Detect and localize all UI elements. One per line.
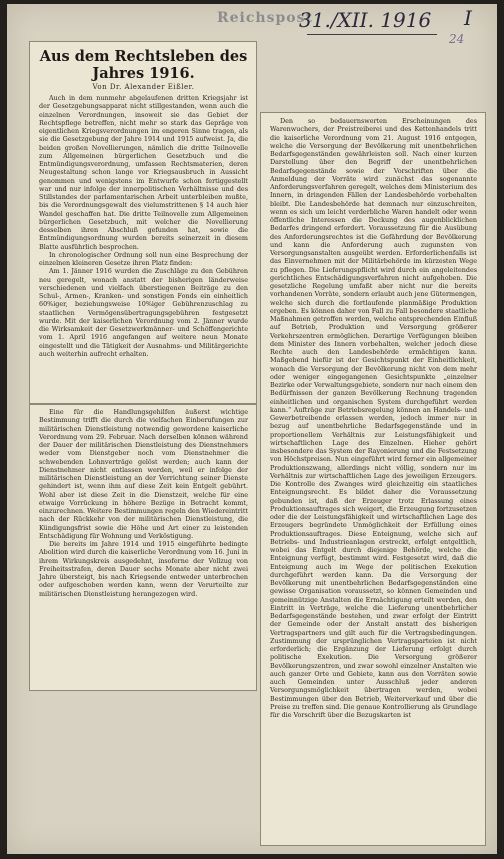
clipping-column-1-top (29, 41, 257, 404)
paragraph: Eine für die Handlungsgehilfen äußerst wichtige Bestimmung trifft die durch die vielfachen Einberufungen zur militärischen Dienstleistung notwendig gewordene kaiserliche Verordnung vom 29. Februar. Nach derselben können während der Dauer der militärischen Dienstleistung des Dienstnehmers weder vom Dienstgeber noch vom Dienstnehmer die schwebenden Lohnverträge gelöst werden; auch kann der Dienstnehmer nicht entlassen werden, weil er infolge der militärischen Dienstleistung an der Verrichtung seiner Dienste gehindert ist, wenn ihm auf diese Zeit kein Entgelt gebührt. Wohl aber ist diese Zeit in die Dienstzeit, welche für eine etwaige Vorrückung in höhere Bezüge in Betracht kommt, einzurechnen. Weitere Bestimmungen regeln den Wiedereintritt nach der Rückkehr von der militärischen Dienstleistung, die Kündigungsfrist sowie die Höhe und Art einer zu leistenden Entschädigung für Wohnung und Verköstigung. (39, 408, 248, 540)
article-body-col2 (270, 117, 477, 719)
archive-sheet (7, 4, 497, 854)
article-title-line-1: Aus dem Rechtsleben des (39, 48, 248, 65)
handwritten-underline (307, 34, 437, 35)
handwritten-date: 31./XII. 1916 (299, 8, 432, 32)
newspaper-masthead: Reichspost (217, 10, 313, 26)
paragraph: Die bereits im Jahre 1914 und 1915 eingeführte bedingte Abolition wird durch die kaiserliche Verordnung vom 16. Juni in ihrem Wirkungskreis ausgedehnt, insoferne der Vollzug von Freiheitsstrafen, deren Dauer sechs Monate aber nicht zwei Jahre übersteigt, bis nach Kriegsende entweder unterbrochen oder aufgeschoben werden kann, wenn der Verurteilte zur militärischen Dienstleistung herangezogen wird. (39, 540, 248, 598)
article-body-col1 (39, 94, 248, 358)
paragraph: Am 1. Jänner 1916 wurden die Zuschläge zu den Gebühren neu geregelt, wonach anstatt der bisherigen länderweise verschiedenen und vielfach überstiegenen Beiträge zu den Schul-, Armen-, Kranken- und sonstigen Fonds ein einheitlich 60%iger, beziehungsweise 10%iger Gebührenzuschlag zu staatlichen Vermögensübertragungsgebühren festgesetzt wurde. Mit der kaiserlichen Verordnung vom 2. Jänner wurde die Wirksamkeit der Gesetzwerkmänner- und Schöffengerichte vom 1. April 1916 angefangen auf weitere neun Monate eingestellt und die Tätigkeit der Ausnahms- und Militärgerichte auch weiterhin aufrecht erhalten. (39, 267, 248, 358)
article-title-line-2: Jahres 1916. (92, 65, 195, 82)
handwritten-roman-numeral: I (464, 6, 472, 30)
clipping-column-1-bottom (29, 404, 257, 691)
paragraph: Auch in dem nunmehr abgelaufenen dritten Kriegsjahr ist der Gesetzgebungsapparat nicht stillgestanden, wenn auch die einzelnen Verordnungen, insoweit sie das Gebiet der Rechtspflege betreffen, nicht mehr so stark das Gepräge von eigentlichen Kriegsverordnungen im engeren Sinne tragen, als sie die Gesetzgebung der Jahre 1914 und 1915 aufweist. Ja, die beiden großen Novellierungen, nämlich die dritte Teilnovelle zum Allgemeinen bürgerlichen Gesetzbuch und die Entmündigungsverordnung, umfassen Rechtsmaterien, deren Neugestaltung schon lange vor Kriegsausbruch in Aussicht genommen und wenigstens im Entwurfe schon fertiggestellt war und nur infolge der innerpolitischen Verhältnisse und des Stillstandes der parlamentarischen Arbeit unterbleiben mußte, bis die Verordnungsgewalt des vielumstrittenen § 14 auch hier Wandel geschaffen hat. Die dritte Teilnovelle zum Allgemeinen bürgerlichen Gesetzbuch, mit welcher die Novellierung desselben ihren Abschluß gefunden hat, sowie die Entmündigungsordnung wurden bereits seinerzeit in diesem Blatte ausführlich besprochen. (39, 94, 248, 251)
article-title (39, 48, 248, 82)
paragraph: Den so bedauernswerten Erscheinungen des Warenwuchers, der Preistreiberei und des Kettenhandels tritt die kaiserliche Verordnung vom 21. August 1916 entgegen, welche die Versorgung der Bevölkerung mit unentbehrlichen Bedarfsgegenständen gewährleisten soll. Nach einer kurzen Darstellung über den Begriff der unentbehrlichen Bedarfsgegenstände sowie der Vorschriften über die Anmeldung der Vorräte wird zunächst das sogenannte Anforderungsverfahren geregelt, welches dem Ministerium des Innern, in dringenden Fällen der Landesbehörde vorbehalten bleibt. Die Landesbehörde hat demnach nur einzuschreiten, wenn es sich um leicht verderbliche Waren handelt oder wenn öffentliche Interessen die Deckung des augenblicklichen Bedarfes dringend erfordert. Voraussetzung für die Ausübung des Anforderungsrechtes ist die Gefährdung der Bevölkerung und kann die Anforderung auch zugunsten von Versorgungsanstalten ausgeübt werden. Erforderlichenfalls ist das Einvernehmen mit der Militärbehörde im kürzesten Wege zu pflegen. Die Lieferungspflicht wird durch ein angeleitendes gerichtliches Entschädigungsverfahren nicht aufgehoben. Die gesetzliche Regelung umfaßt aber nicht nur die bereits vorhandenen Vorräte, sondern erlaubt auch jene Gütermengen, welche sich durch die fortlaufende planmäßige Produktion ergeben. Es können daher von Fall zu Fall besondere staatliche Maßnahmen getroffen werden, welche entsprechenden Einfluß auf Betrieb, Produktion und Versorgung größerer Verkehrszentren ermöglichen. Derartige Verfügungen bleiben dem Minister des Innern vorbehalten, welcher jedoch diese Rechte auch den Landesbehörde ermächtigen kann. Maßgebend hiefür ist der Gesichtspunkt der Einheitlichkeit, wonach die Versorgung der Bevölkerung nicht von dem mehr oder weniger eingegangenen Gesichtspunkte „einzelner Bezirke oder Verwaltungsgebiete, sondern nur nach einem den Bedürfnissen der ganzen Bevölkerung Rechnung tragenden einheitlichen und organischen System durchgeführt werden kann.“ Aufträge zur Betriebsregelung können an Handels- und Gewerbetreibende erlassen werden, jedoch immer nur in bezug auf unentbehrliche Bedarfsgegenstände und in proportionellem Verhältnis zur Leistungsfähigkeit und wirtschaftlichen Lage des Einzelnen. Hieher gehört insbesondere das System der Rayonierung und die Festsetzung von Höchstpreisen. Nun eingeführt wird ferner ein allgemeiner Produktionszwang, allerdings nicht völlig, sondern nur im Verhältnis zur wirtschaftlichen Lage des jeweiligen Erzeugers. Die Kontrolle des Zwanges wird gleichzeitig ein staatliches Enteignungsrecht. Es bildet daher die Voraussetzung gebunden ist, daß der Erzeuger trotz Erlassung eines Produktionsauftrages sich weigert, die Erzeugung fortzusetzen oder die der Leistungsfähigkeit und wirtschaftlichen Lage des Erzeugers begründete Unmöglichkeit der Erfüllung eines Produktionsauftrages. Diese Enteignung, welche sich auf Betriebs- und Industrieanlagen erstreckt, erfolgt entgeltlich, wobei das Entgelt durch diejenige Behörde, welche die Enteignung verfügt, bestimmt wird. Festgesetzt wird, daß die Enteignung auch im Wege der politischen Exekution durchgeführt werden kann. Da die Versorgung der Bevölkerung mit unentbehrlichen Bedarfsgegenständen eine gewisse Organisation voraussetzt, so können Gemeinden und gemeinnützige Anstalten die Ermächtigung erteilt werden, den Eintritt in Verträge, welche die Lieferung unentbehrlicher Bedarfsgegenstände bestehen, und zwar erfolgt der Eintritt der Gemeinde oder der Anstalt anstatt des bisherigen Vertragspartners und gilt auch für die Vertragsbedingungen. Zustimmung der ursprünglichen Vertragsparteien ist nicht erforderlich; die Ergänzung der Lieferung erfolgt durch politische Exekution. Die Versorgung größerer Bevölkerungszentren, und zwar sowohl einzelner Anstalten wie auch ganzer Orte und Gebiete, kann aus den Vorräten sowie auch Gemeinden unter Ausschluß jeder anderen Versorgungsmöglichkeit übertragen werden, wobei Bestimmungen über den Betrieb, Weiterverkauf und über die Preise zu treffen sind. Die genaue Kontrollierung als Grundlage für die Vorschrift über die Bezugskarten ist (270, 117, 477, 719)
handwritten-page-number: 24 (449, 32, 465, 46)
article-body-col1-continued (39, 408, 248, 598)
article-byline: Von Dr. Alexander Eißler. (92, 83, 195, 91)
paragraph: In chronologischer Ordnung soll nun eine Besprechung der einzelnen kleineren Gesetze ihren Platz finden: (39, 250, 248, 267)
clipping-column-2 (260, 112, 486, 846)
